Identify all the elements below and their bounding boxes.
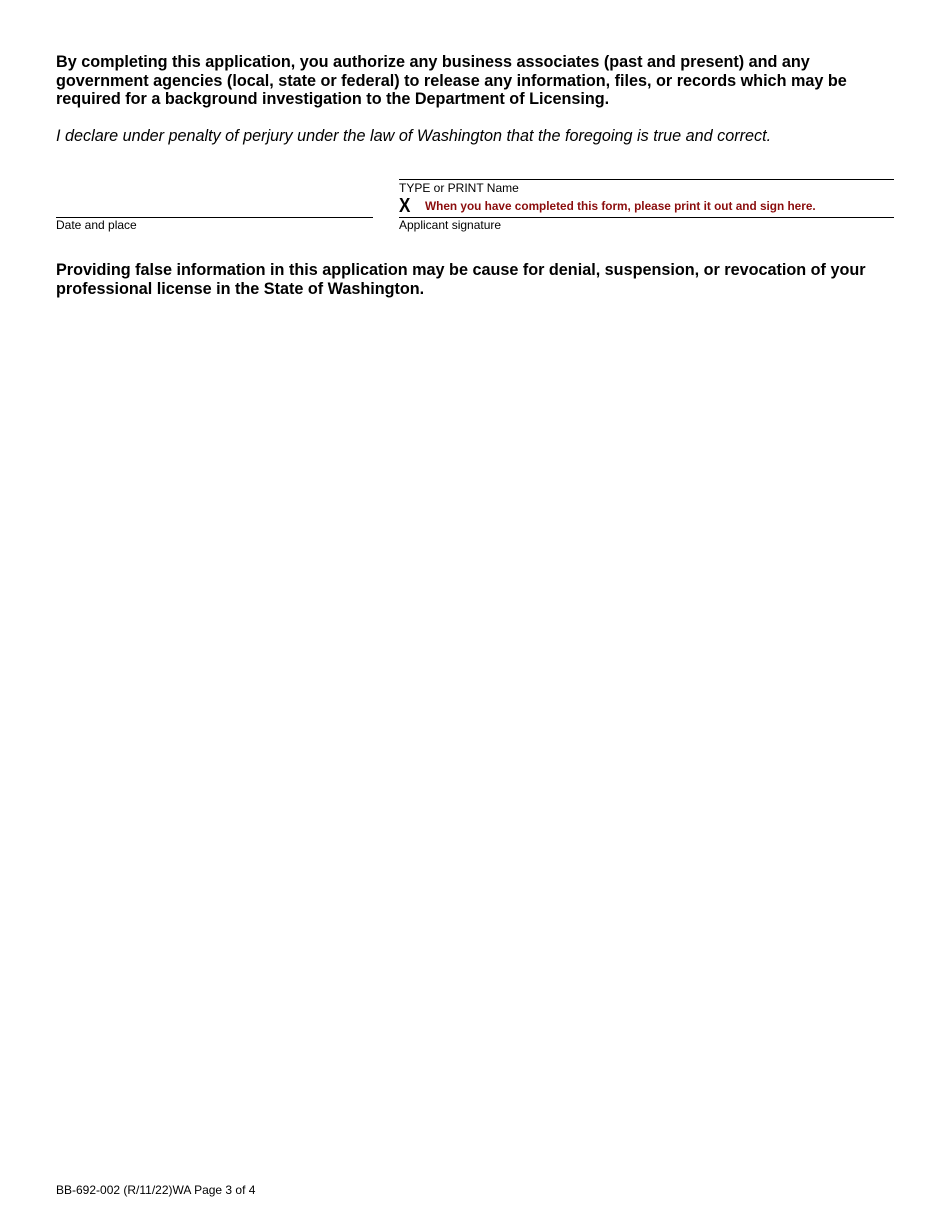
print-name-line bbox=[399, 179, 894, 180]
applicant-signature-label: Applicant signature bbox=[399, 218, 502, 232]
form-footer: BB-692-002 (R/11/22)WA Page 3 of 4 bbox=[56, 1183, 256, 1197]
authorization-statement: By completing this application, you authorize any business associates (past and present) and any government agencies (local, state or federal) to release any information, files, or records which may be required for a background investigation to the Department of Licensing. bbox=[56, 53, 847, 108]
signature-instruction: When you have completed this form, please print it out and sign here. bbox=[425, 199, 816, 213]
date-place-label: Date and place bbox=[56, 218, 137, 232]
print-name-label: TYPE or PRINT Name bbox=[399, 181, 519, 195]
signature-field[interactable] bbox=[399, 196, 816, 216]
signature-x-mark: X bbox=[399, 195, 411, 217]
perjury-declaration: I declare under penalty of perjury under the law of Washington that the foregoing is true and correct. bbox=[56, 127, 772, 145]
false-information-warning: Providing false information in this application may be cause for denial, suspension, or revocation of your professional license in the State of Washington. bbox=[56, 261, 866, 298]
